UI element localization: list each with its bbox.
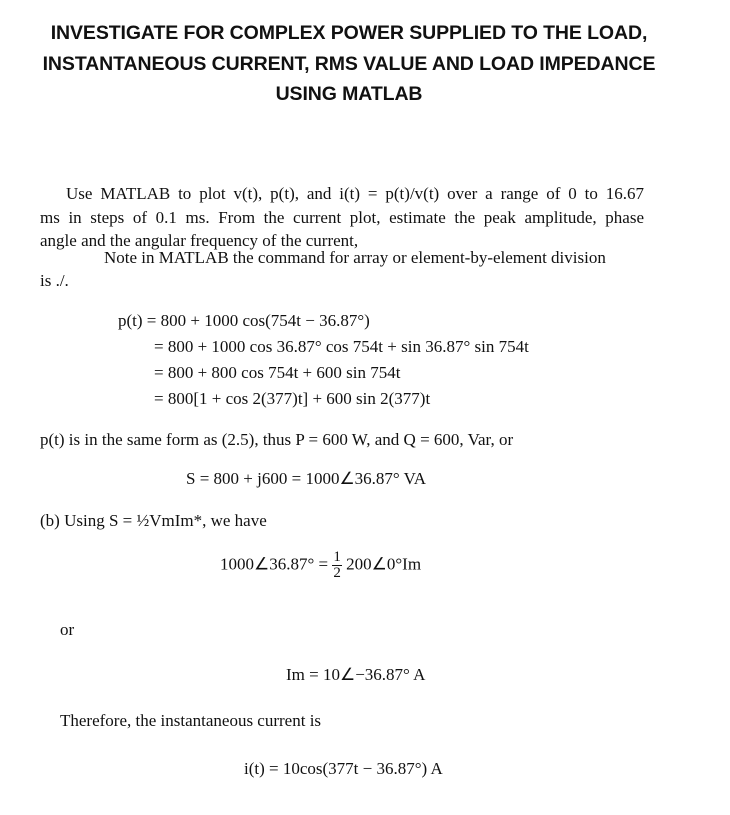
- title-line-3: USING MATLAB: [275, 83, 423, 105]
- problem-line-2: ms in steps of 0.1 ms. From the current plot, estimate the peak amplitude, phase: [40, 207, 644, 227]
- instantaneous-current-equation: i(t) = 10cos(377t − 36.87°) A: [244, 759, 443, 778]
- or-text: or: [60, 620, 75, 639]
- part-b-right: 200∠0°Im: [346, 554, 422, 574]
- title-line-2: INSTANTANEOUS CURRENT, RMS VALUE AND LOAD IMPEDANCE: [42, 52, 656, 75]
- half-numerator: 1: [333, 549, 341, 565]
- problem-statement: [40, 182, 644, 253]
- current-amplitude-equation: Im = 10∠−36.87° A: [286, 665, 426, 684]
- matlab-note-end: is ./.: [40, 271, 69, 290]
- problem-line-3: angle and the angular frequency of the current,: [40, 231, 359, 250]
- matlab-note: Note in MATLAB the command for array or element-by-element division: [104, 248, 606, 267]
- part-b-equation: [220, 550, 421, 581]
- equation-p4: = 800[1 + cos 2(377)t] + 600 sin 2(377)t: [154, 389, 431, 408]
- half-fraction: [332, 550, 342, 581]
- equation-p2: = 800 + 1000 cos 36.87° cos 754t + sin 36.87° sin 754t: [154, 337, 529, 356]
- power-form-text: p(t) is in the same form as (2.5), thus P = 600 W, and Q = 600, Var, or: [40, 430, 514, 449]
- part-b-intro: (b) Using S = ½VmIm*, we have: [40, 511, 267, 530]
- complex-power-equation: S = 800 + j600 = 1000∠36.87° VA: [186, 469, 427, 488]
- half-denominator: 2: [333, 565, 341, 581]
- title-line-1: INVESTIGATE FOR COMPLEX POWER SUPPLIED TO THE LOAD,: [50, 22, 648, 44]
- equation-p1: p(t) = 800 + 1000 cos(754t − 36.87°): [118, 311, 370, 330]
- page-title: [0, 18, 698, 110]
- therefore-text: Therefore, the instantaneous current is: [60, 711, 322, 730]
- equation-p3: = 800 + 800 cos 754t + 600 sin 754t: [154, 363, 401, 382]
- problem-line-1: Use MATLAB to plot v(t), p(t), and i(t) = p(t)/v(t) over a range of 0 to 16.67: [66, 184, 644, 203]
- part-b-left: 1000∠36.87° =: [220, 554, 329, 574]
